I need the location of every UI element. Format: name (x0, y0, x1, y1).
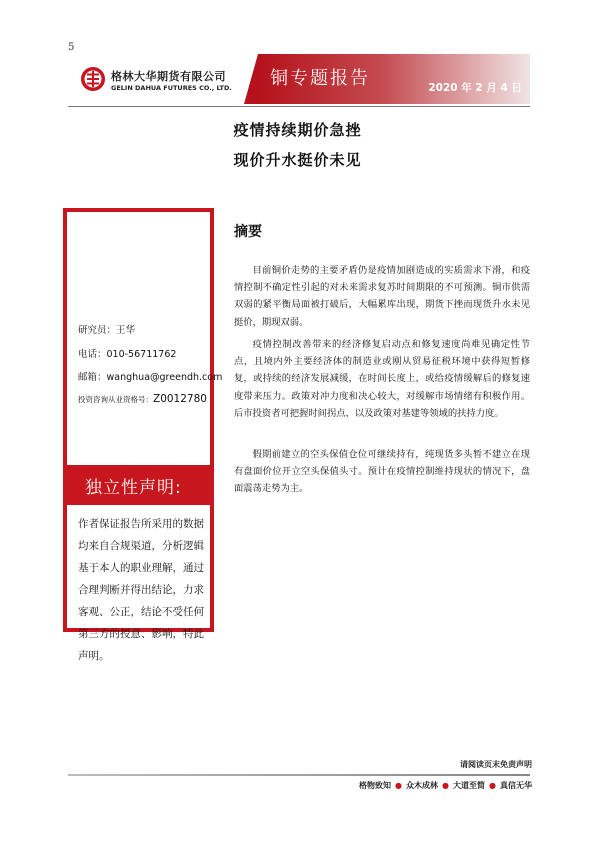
page-number: 5 (68, 42, 75, 53)
motto: 格物致知 (359, 781, 392, 790)
company-logo-icon (80, 66, 106, 92)
statement-heading-text: 独立性声明: (85, 478, 182, 498)
researcher-name: 研究员：王华 (78, 325, 136, 336)
analyst-info-panel (67, 317, 223, 465)
license-value: Z0012780 (153, 393, 207, 405)
report-header (68, 54, 530, 104)
email-label: 邮箱： (78, 372, 107, 383)
independence-statement: 作者保证报告所采用的数据均来自合规渠道，分析逻辑基于本人的职业理解，通过合理判断并得出结论，力求客观、公正，结论不受任何第三方的授意、影响，特此声明。 (78, 518, 204, 662)
report-title: 疫情持续期价急挫 (233, 121, 362, 139)
disclaimer-note: 请阅读页末免责声明 (460, 760, 532, 769)
footer-divider (68, 774, 530, 776)
analyst-sidebar (63, 208, 223, 662)
motto: 众木成林 (406, 781, 439, 790)
independence-statement-panel (67, 505, 210, 662)
motto: 真信无华 (500, 781, 532, 790)
summary-heading: 摘要 (234, 224, 262, 240)
report-type: 铜专题报告 (270, 68, 370, 89)
summary-paragraph: 假期前建立的空头保值仓位可继续持有，纯现货多头暂不建立在现有盘面价位开立空头保值头寸。预计在疫情控制维持现状的情况下，盘面震荡走势为主。 (234, 449, 530, 495)
footer-mottos (359, 780, 532, 791)
bullet-icon: ● (395, 781, 403, 790)
company-logo (68, 54, 248, 104)
motto: 大道至简 (453, 781, 486, 790)
independence-statement-heading (63, 466, 214, 504)
summary-paragraph: 疫情控制改善带来的经济修复启动点和修复速度尚难见确定性节点，且境内外主要经济体的制造业或刚从贸易征税环境中获得短暂修复，或持续的经济发展减缓，在时间长度上，或给疫情缓解后的修复速度带来压力。政策对冲力度和决心较大，对缓解市场情绪有积极作用。后市投资者可把握时间拐点，以及政策对基建等领域的扶持力度。 (234, 339, 530, 419)
report-subtitle: 现价升水挺价未见 (233, 151, 362, 169)
report-date: 2020 年 2 月 4 日 (428, 82, 522, 94)
sidebar-blank-panel (67, 212, 210, 317)
bullet-icon: ● (489, 781, 496, 790)
license-label: 投资咨询从业资格号： (78, 395, 153, 404)
researcher-email (78, 369, 222, 383)
company-name-en: GELIN DAHUA FUTURES CO., LTD. (111, 84, 232, 92)
researcher-phone: 电话：010-56711762 (78, 349, 177, 360)
summary-paragraph: 目前铜价走势的主要矛盾仍是疫情加剧造成的实质需求下滑，和疫情控制不确定性引起的对未来需求复苏时间期限的不可预测。铜市供需双弱的紧平衡局面被打破后，大幅累库出现，期货下挫而现货升水未见挺价，期现双弱。 (234, 265, 530, 328)
license-number (78, 393, 207, 405)
company-name-cn: 格林大华期货有限公司 (111, 70, 226, 83)
header-band (258, 54, 530, 104)
bullet-icon: ● (442, 781, 450, 790)
email-link[interactable]: wanghua@greendh.com (106, 372, 223, 383)
header-divider (68, 106, 530, 107)
